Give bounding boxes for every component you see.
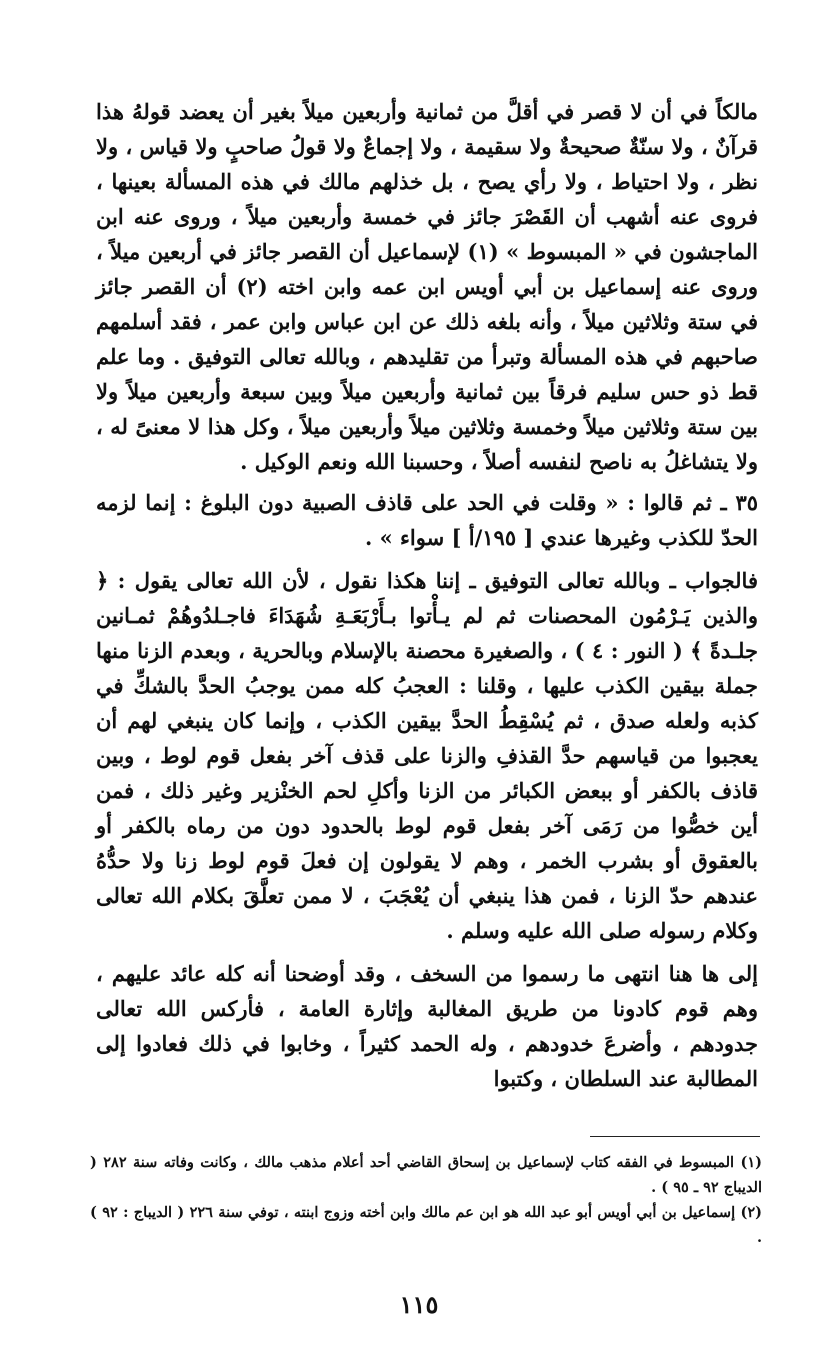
footnotes [90,1150,762,1250]
paragraph-4: إلى ها هنا انتهى ما رسموا من السخف ، وقد أوضحنا أنه كله عائد عليهم ، وهم قوم كادونا من طريق المغالبة وإثارة العامة ، فأركس الله تعالى جدودهم ، وأضرعَ خدودهم ، وله الحمد كثيراً ، وخابوا في ذلك فعادوا إلى المطالبة عند السلطان ، وكتبوا [96,961,758,1091]
paragraph-3: فالجواب ـ وبالله تعالى التوفيق ـ إننا هكذا نقول ، لأن الله تعالى يقول : ﴿ والذين يَـرْمُون المحصنات ثم لم يـأْتوا بـأَرْبَعَـةِ شُهَدَاءَ فاجـلدُوهُمْ ثمـانين جلـدةً ﴾ ( النور : ٤ ) ، والصغيرة محصنة بالإسلام وبالحرية ، وبعدم الزنا منها جملة بيقين الكذب عليها ، وقلنا : العجبُ كله ممن يوجبُ الحدَّ بالشكِّ في كذبه ولعله صدق ، ثم يُسْقِطُ الحدَّ بيقين الكذب ، وإنما كان ينبغي لهم أن يعجبوا من قياسهم حدَّ القذفِ والزنا على قذف آخر بفعل قوم لوط ، وبين قاذف بالكفر أو ببعض الكبائر من الزنا وأكلِ لحم الخنْزير وغير ذلك ، فمن أين خصُّوا من رَمَى آخر بفعل قوم لوط بالحدود دون من رماه بالكفر أو بالعقوق أو بشرب الخمر ، وهم لا يقولون إن فعلَ قوم لوط زنا ولا حدُّهُ عندهم حدّ الزنا ، فمن هذا ينبغي أن يُعْجَبَ ، لا ممن تعلَّقَ بكلام الله تعالى وكلام رسوله صلى الله عليه وسلم . [96,568,758,943]
body-text [96,94,758,1104]
footnote-divider [590,1136,760,1137]
paragraph-1: مالكاً في أن لا قصر في أقلَّ من ثمانية وأربعين ميلاً بغير أن يعضد قولهُ هذا قرآنٌ ، ولا سنّةٌ صحيحةٌ ولا سقيمة ، ولا إجماعٌ ولا قولُ صاحبٍ ولا قياس ، ولا نظر ، ولا احتياط ، ولا رأي يصح ، بل خذلهم مالك في هذه المسألة بعينها ، فروى عنه أشهب أن القَصْرَ جائز في خمسة وأربعين ميلاً ، وروى عنه ابن الماجشون في « المبسوط » (١) لإسماعيل أن القصر جائز في أربعين ميلاً ، وروى عنه إسماعيل بن أبي أويس ابن عمه وابن اخته (٢) أن القصر جائز في ستة وثلاثين ميلاً ، وأنه بلغه ذلك عن ابن عباس وابن عمر ، فقد أسلمهم صاحبهم في هذه المسألة وتبرأ من تقليدهم ، وبالله تعالى التوفيق . وما علم قط ذو حس سليم فرقاً بين ثمانية وأربعين ميلاً وبين سبعة وأربعين ميلاً ولا بين ستة وثلاثين ميلاً وخمسة وثلاثين ميلاً وأربعين ميلاً ، وكل هذا لا معنىً له ، ولا يتشاغلُ به ناصح لنفسه أصلاً ، وحسبنا الله ونعم الوكيل . [96,99,758,474]
footnote-1: (١) المبسوط في الفقه كتاب لإسماعيل بن إسحاق القاضي أحد أعلام مذهب مالك ، وكانت وفاته سنة ٢٨٢ ( الديباج ٩٢ ـ ٩٥ ) . [90,1154,762,1196]
footnote-2: (٢) إسماعيل بن أبي أويس أبو عبد الله هو ابن عم مالك وابن أخته وزوج ابنته ، توفي سنة ٢٢٦ ( الديباج : ٩٢ ) . [90,1204,762,1246]
paragraph-2: ٣٥ ـ ثم قالوا : « وقلت في الحد على قاذف الصبية دون البلوغ : إنما لزمه الحدّ للكذب وغيرها عندي [ ١٩٥/أ ] سواء » . [96,490,758,550]
page-number: ١١٥ [399,1290,439,1319]
